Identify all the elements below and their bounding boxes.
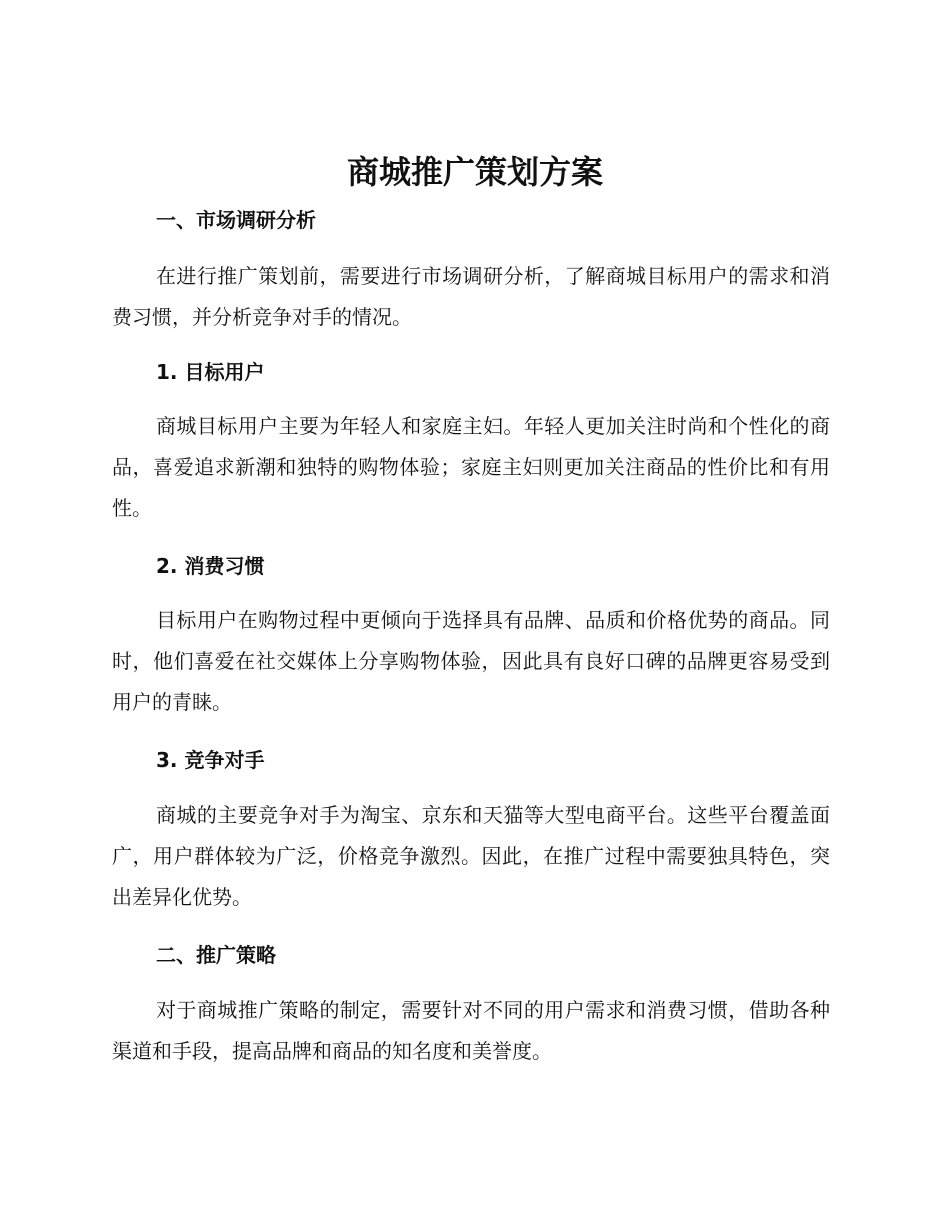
paragraph-competitors: 商城的主要竞争对手为淘宝、京东和天猫等大型电商平台。这些平台覆盖面广，用户群体较为广泛，价格竞争激烈。因此，在推广过程中需要独具特色，突出差异化优势。 bbox=[112, 803, 830, 909]
section-heading-promotion-strategy: 二、推广策略 bbox=[156, 943, 276, 967]
subheading-target-users: 1. 目标用户 bbox=[156, 360, 265, 384]
paragraph-consumption-habits: 目标用户在购物过程中更倾向于选择具有品牌、品质和价格优势的商品。同时，他们喜爱在社交媒体上分享购物体验，因此具有良好口碑的品牌更容易受到用户的青睐。 bbox=[112, 608, 830, 714]
paragraph-target-users: 商城目标用户主要为年轻人和家庭主妇。年轻人更加关注时尚和个性化的商品，喜爱追求新潮和独特的购物体验；家庭主妇则更加关注商品的性价比和有用性。 bbox=[112, 414, 830, 520]
subheading-consumption-habits: 2. 消费习惯 bbox=[156, 554, 265, 578]
paragraph-market-research-intro: 在进行推广策划前，需要进行市场调研分析，了解商城目标用户的需求和消费习惯，并分析竞争对手的情况。 bbox=[112, 264, 830, 329]
subheading-competitors: 3. 竞争对手 bbox=[156, 748, 265, 772]
document-title: 商城推广策划方案 bbox=[346, 153, 603, 191]
section-heading-market-research: 一、市场调研分析 bbox=[156, 208, 316, 232]
paragraph-promotion-strategy-intro: 对于商城推广策略的制定，需要针对不同的用户需求和消费习惯，借助各种渠道和手段，提高品牌和商品的知名度和美誉度。 bbox=[112, 998, 830, 1063]
